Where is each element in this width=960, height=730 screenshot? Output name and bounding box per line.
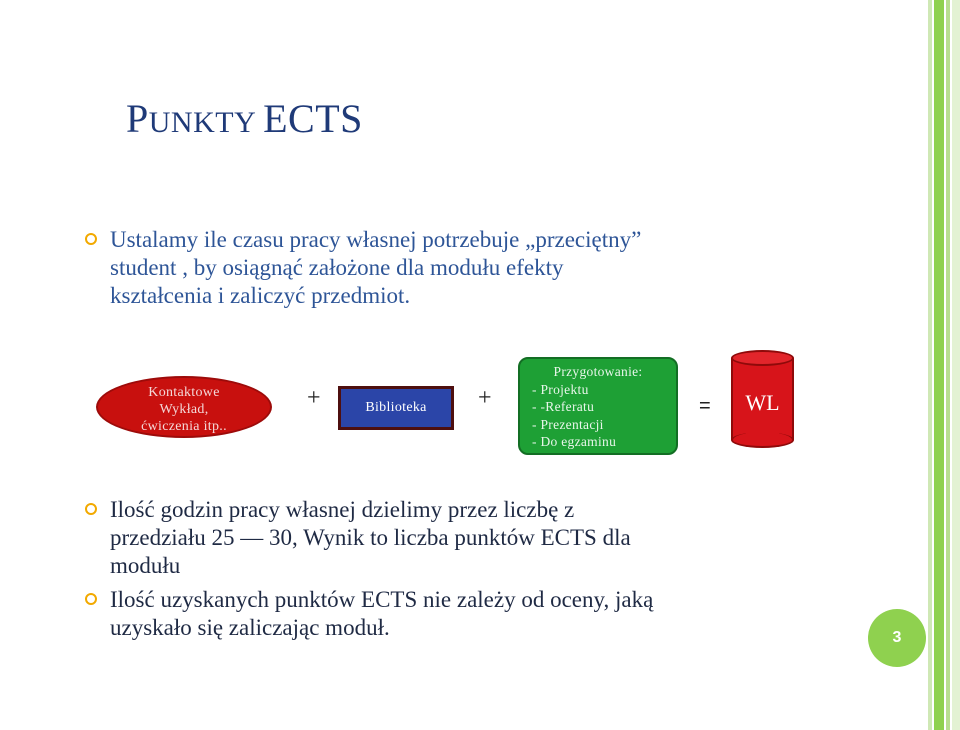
page-number-badge xyxy=(868,609,926,667)
bullet-icon xyxy=(85,233,97,245)
contact-hours-oval xyxy=(96,376,272,438)
cylinder-top xyxy=(731,350,794,366)
equals-sign: = xyxy=(699,395,711,417)
bullet-icon xyxy=(85,593,97,605)
bullet-2-line-2: przedziału 25 — 30, Wynik to liczba punktów ECTS dla xyxy=(110,525,631,550)
decorative-stripe xyxy=(934,0,944,730)
library-label: Biblioteka xyxy=(365,400,427,415)
plus-sign: + xyxy=(307,385,321,411)
bullet-3-line-1: Ilość uzyskanych punktów ECTS nie zależy od oceny, jaką xyxy=(110,587,654,612)
bullet-2-line-1: Ilość godzin pracy własnej dzielimy przez liczbę z xyxy=(110,497,575,522)
preparation-item: - -Referatu xyxy=(532,399,595,414)
slide-title xyxy=(126,95,363,142)
decorative-stripe xyxy=(952,0,960,730)
bullet-1-line-2: student , by osiągnąć założone dla modułu efekty xyxy=(110,255,564,280)
bullet-3-line-2: uzyskało się zaliczając moduł. xyxy=(110,615,390,640)
preparation-item: - Prezentacji xyxy=(532,416,604,432)
bullet-paragraph-3 xyxy=(110,586,830,642)
bullet-1-line-1: Ustalamy ile czasu pracy własnej potrzebuje „przeciętny” xyxy=(110,227,642,252)
title-initial: P xyxy=(126,96,149,141)
page-number: 3 xyxy=(892,629,902,646)
preparation-item: - Do egzaminu xyxy=(532,434,617,449)
title-smallcaps: UNKTY xyxy=(148,106,264,139)
cylinder-bottom xyxy=(731,432,794,448)
decorative-stripe xyxy=(946,0,950,730)
workload-label: WL xyxy=(745,390,780,415)
title-last-word: ECTS xyxy=(263,96,363,141)
oval-line-3: ćwiczenia itp.. xyxy=(141,419,227,434)
preparation-heading: Przygotowanie: xyxy=(553,364,643,379)
preparation-box xyxy=(518,357,678,455)
bullet-paragraph-1 xyxy=(110,226,830,310)
bullet-2-line-3: modułu xyxy=(110,553,181,578)
bullet-paragraph-2 xyxy=(110,496,830,580)
bullet-1-line-3: kształcenia i zaliczyć przedmiot. xyxy=(110,283,411,308)
oval-line-1: Kontaktowe xyxy=(148,385,220,400)
plus-sign: + xyxy=(478,385,492,411)
decorative-stripe xyxy=(928,0,932,730)
oval-line-2: Wykład, xyxy=(159,402,209,417)
library-box xyxy=(338,386,454,430)
workload-cylinder xyxy=(731,350,794,448)
bullet-icon xyxy=(85,503,97,515)
preparation-item: - Projektu xyxy=(532,381,589,397)
